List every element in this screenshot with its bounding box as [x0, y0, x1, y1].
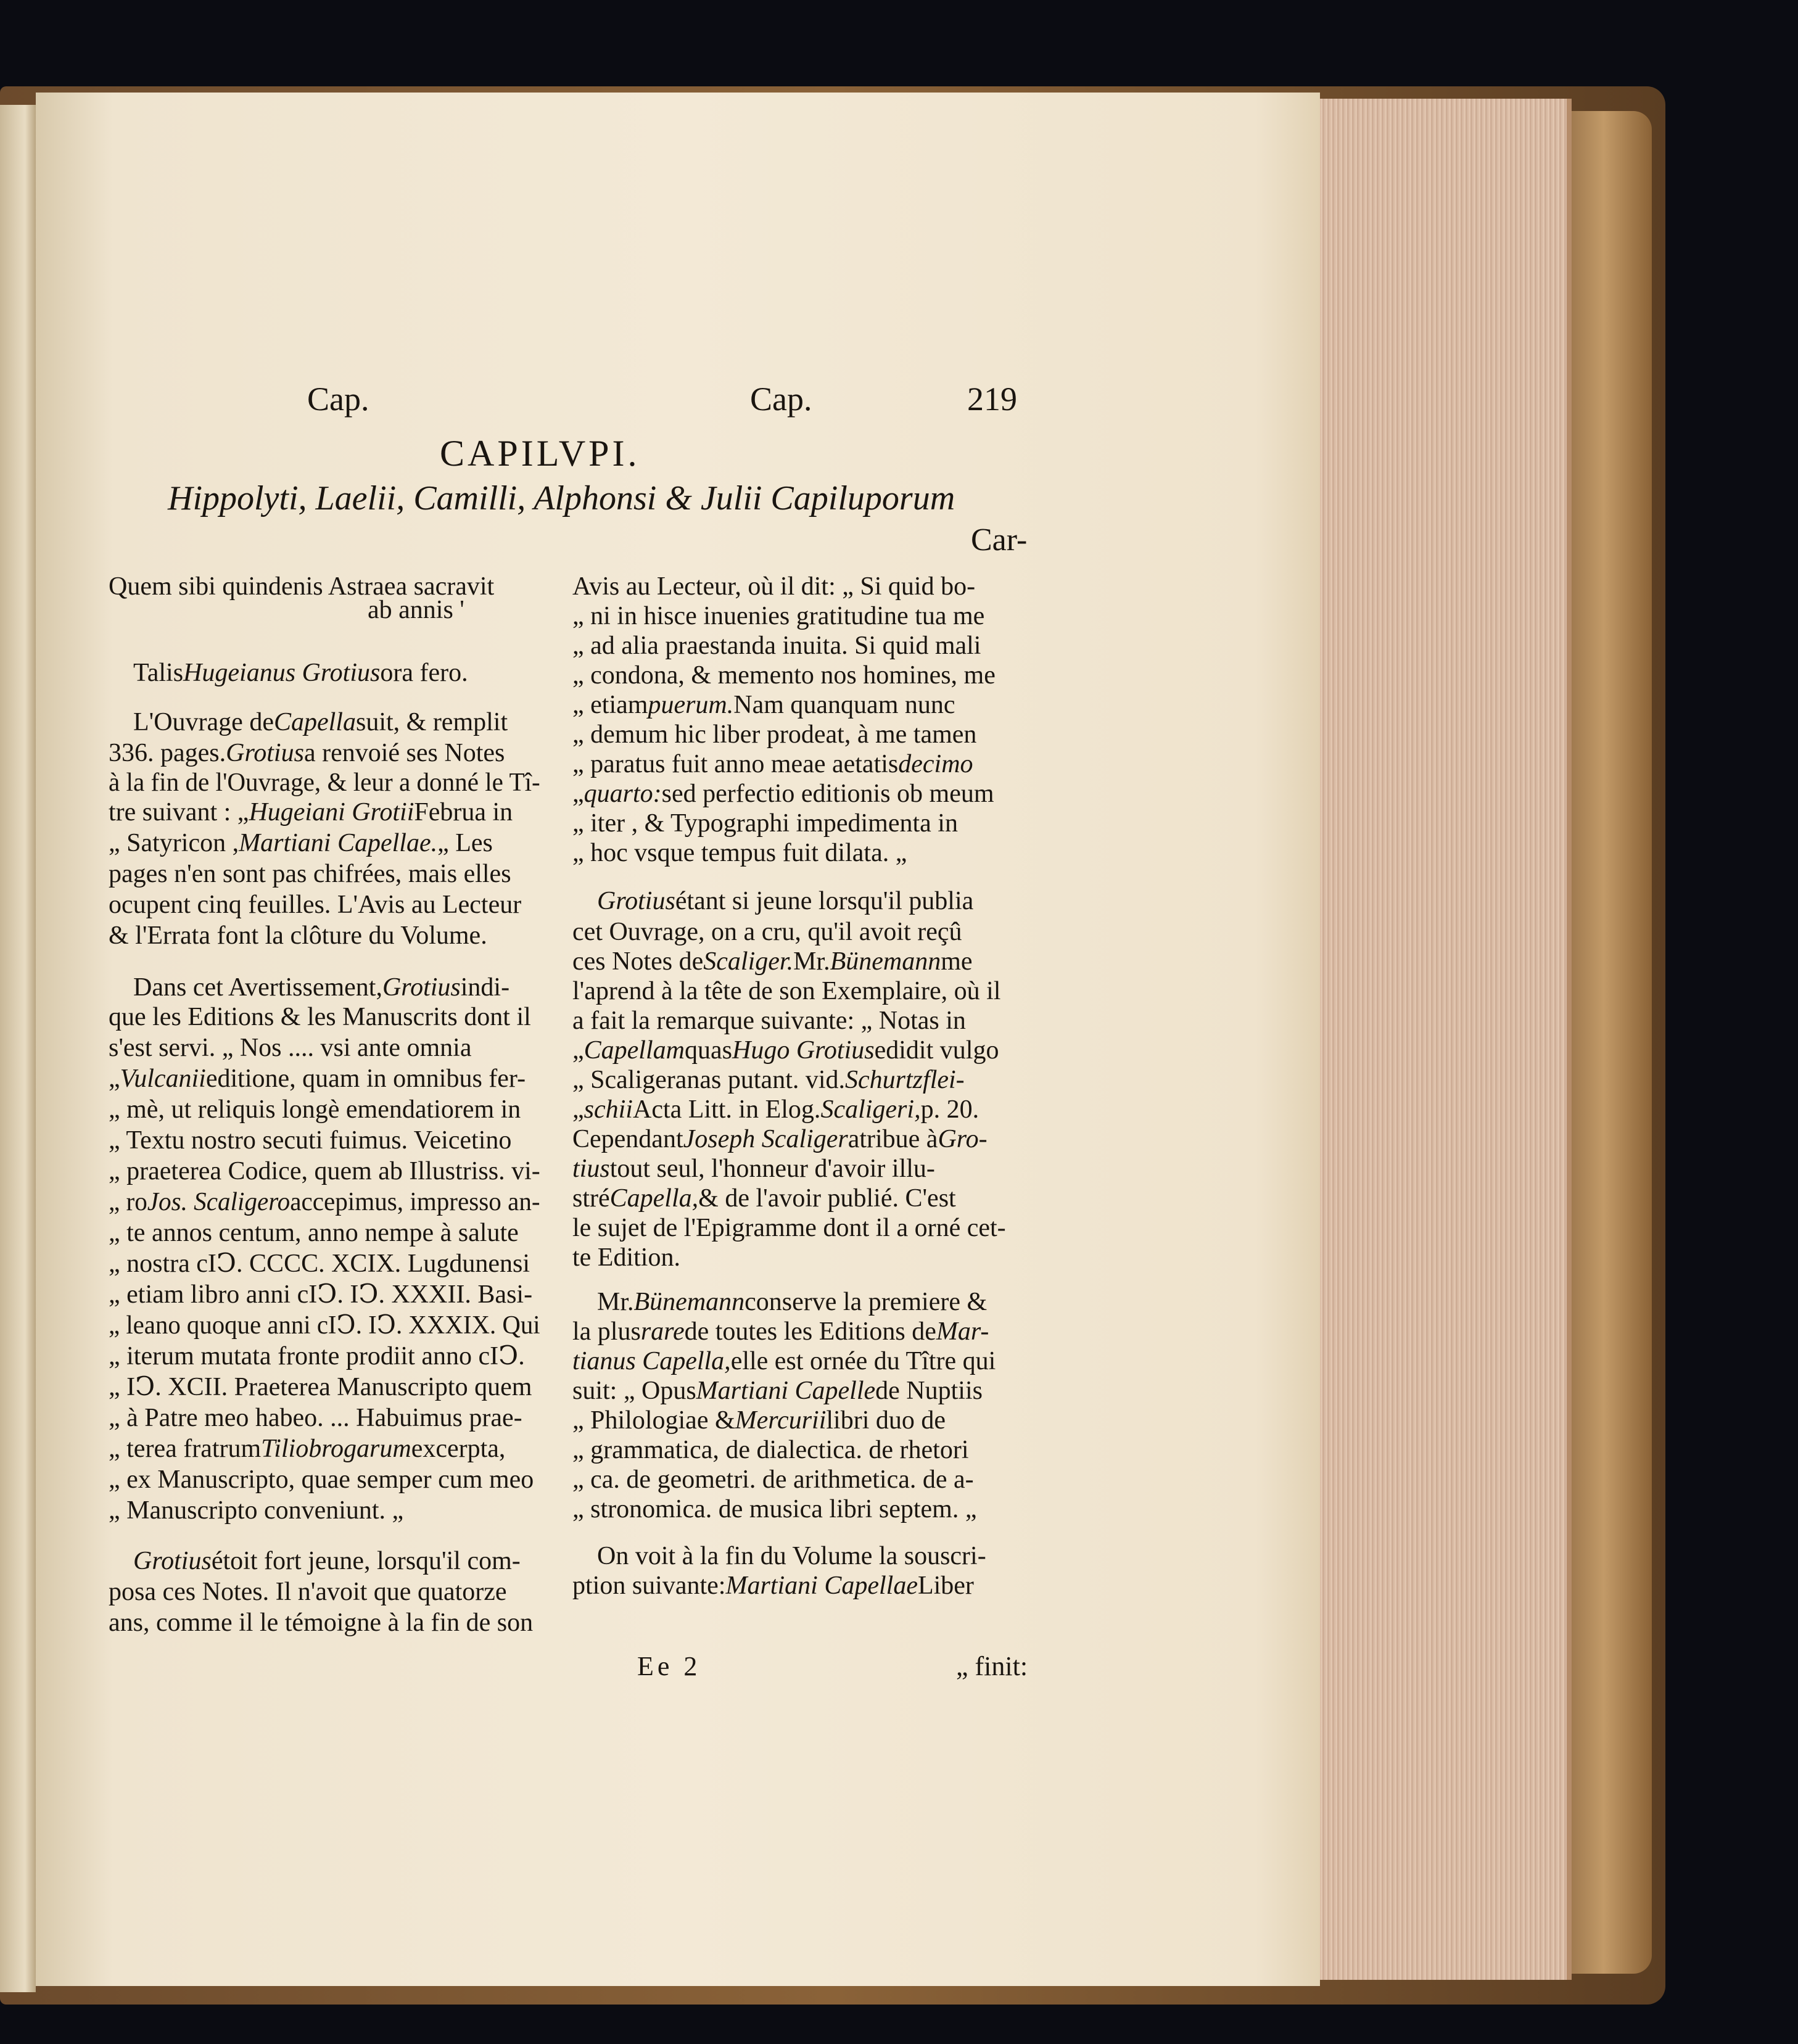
text-run: étant si jeune lorsqu'il publia: [675, 887, 974, 915]
text-run: „ mè, ut reliquis longè emendatiorem in: [109, 1095, 521, 1124]
right-line: [572, 1037, 999, 1063]
signature-mark: Ee 2: [637, 1651, 701, 1681]
left-line: [109, 770, 540, 796]
text-run: l'aprend à la tête de son Exemplaire, où il: [572, 977, 1001, 1005]
text-run: „ Philologiae &: [572, 1406, 735, 1435]
page-block-edge: [1320, 99, 1572, 1980]
left-line: [109, 892, 521, 918]
text-run: L'Ouvrage de: [133, 708, 274, 736]
text-run: étoit fort jeune, lorsqu'il com-: [211, 1547, 521, 1575]
italic-text: Hugeiani Grotii: [249, 798, 414, 826]
left-line: [133, 709, 508, 735]
text-run: a renvoié ses Notes: [303, 739, 505, 767]
text-run: „ ni in hisce inuenies gratitudine tua me: [572, 602, 985, 630]
subtitle-carryover: Car-: [971, 522, 1028, 558]
text-run: edidit vulgo: [874, 1036, 999, 1065]
facing-page-edge: [0, 105, 36, 1992]
italic-text: Mercurii: [735, 1406, 827, 1435]
right-line: [572, 662, 996, 688]
left-line: [133, 660, 468, 686]
text-run: „ te annos centum, anno nempe à salute: [109, 1219, 519, 1247]
left-line: [109, 1158, 540, 1184]
left-line: [109, 1467, 534, 1493]
text-run: la plus: [572, 1317, 641, 1346]
right-line: [572, 1008, 966, 1034]
left-line: [109, 861, 511, 887]
text-run: te Edition.: [572, 1243, 680, 1272]
text-run: conserve la premiere &: [744, 1288, 988, 1316]
text-run: elle est ornée du Tître qui: [730, 1347, 996, 1375]
text-run: suit: „ Opus: [572, 1377, 696, 1405]
right-line: [572, 1407, 946, 1433]
left-line: [109, 923, 487, 949]
text-run: suit, & remplit: [355, 708, 508, 736]
left-line: [109, 1405, 522, 1431]
italic-text: quarto:: [584, 780, 662, 808]
text-run: Nam quanquam nunc: [733, 691, 955, 719]
text-run: Februa in: [414, 798, 513, 826]
text-run: „ etiam: [572, 691, 648, 719]
text-run: „: [572, 1036, 584, 1065]
text-run: tout seul, l'honneur d'avoir illu-: [609, 1155, 935, 1183]
text-run: „ Satyricon ,: [109, 829, 239, 857]
text-run: p. 20.: [920, 1095, 979, 1124]
left-line: [109, 1343, 525, 1369]
right-line: [572, 781, 994, 807]
text-run: & l'Errata font la clôture du Volume.: [109, 921, 487, 950]
right-line: [572, 978, 1000, 1004]
text-run: „ ca. de geometri. de arithmetica. de a-: [572, 1465, 974, 1494]
left-line: [109, 1610, 533, 1636]
italic-text: Gro-: [938, 1125, 988, 1153]
text-run: me: [941, 947, 973, 976]
text-run: pages n'en sont pas chifrées, mais elles: [109, 860, 511, 888]
right-line: [572, 692, 955, 718]
right-line: [572, 1319, 989, 1345]
right-line: [572, 1097, 979, 1123]
text-run: le sujet de l'Epigramme dont il a orné cet-: [572, 1214, 1006, 1242]
right-line: [597, 1543, 986, 1569]
right-line: [572, 1156, 935, 1182]
italic-text: Vulcanii: [120, 1065, 206, 1093]
text-run: „ terea fratrum: [109, 1435, 262, 1463]
italic-text: Capellam: [584, 1036, 685, 1065]
left-line: [133, 1548, 521, 1574]
text-run: „: [109, 1065, 120, 1093]
right-line: [572, 1496, 976, 1522]
right-line: [572, 810, 958, 836]
right-line: [572, 574, 975, 600]
italic-text: rare: [640, 1317, 685, 1346]
running-header-left: Cap.: [307, 381, 369, 418]
italic-text: Capella,: [609, 1184, 699, 1213]
text-run: „ stronomica. de musica libri septem. „: [572, 1495, 977, 1523]
left-line: [109, 1127, 511, 1153]
text-run: excerpta,: [411, 1435, 506, 1463]
left-line: [109, 740, 505, 766]
text-run: libri duo de: [826, 1406, 946, 1435]
text-run: Liber: [917, 1572, 974, 1600]
left-line: [368, 597, 464, 623]
text-run: „ leano quoque anni cIↃ. IↃ. XXXIX. Qui: [109, 1311, 540, 1340]
text-run: „ Textu nostro secuti fuimus. Veicetino: [109, 1126, 512, 1155]
italic-text: Mar-: [936, 1317, 989, 1346]
italic-text: Grotius: [597, 887, 675, 915]
right-line: [572, 1348, 996, 1374]
text-run: que les Editions & les Manuscrits dont il: [109, 1003, 531, 1031]
text-run: atribue à: [847, 1125, 938, 1153]
italic-text: Scaligeri,: [820, 1095, 921, 1124]
left-line: [133, 975, 509, 1000]
text-run: editione, quam in omnibus fer-: [205, 1065, 526, 1093]
text-run: ans, comme il le témoigne à la fin de son: [109, 1609, 534, 1637]
right-line: [572, 1437, 969, 1463]
text-run: accepimus, impresso an-: [290, 1188, 540, 1216]
text-run: ab annis ': [368, 596, 464, 624]
italic-text: Martiani Capellae: [725, 1572, 918, 1600]
text-run: „ Scaligeranas putant. vid.: [572, 1066, 846, 1094]
right-line: [572, 1215, 1006, 1241]
right-line: [572, 751, 973, 777]
right-line: [572, 1067, 965, 1093]
text-run: & de l'avoir publié. C'est: [698, 1184, 956, 1213]
italic-text: schii: [584, 1095, 633, 1124]
italic-text: tius: [572, 1155, 610, 1183]
text-run: „ condona, & memento nos homines, me: [572, 661, 996, 690]
text-run: „ grammatica, de dialectica. de rhetori: [572, 1436, 969, 1464]
text-run: a fait la remarque suivante: „ Notas in: [572, 1007, 966, 1035]
left-line: [109, 1579, 507, 1605]
text-run: Avis au Lecteur, où il dit: „ Si quid bo-: [572, 572, 976, 601]
left-line: [109, 1066, 526, 1092]
left-line: [109, 1374, 532, 1400]
left-line: [109, 1004, 531, 1030]
italic-text: Martiani Capelle: [696, 1377, 876, 1405]
chapter-subtitle: Hippolyti, Laelii, Camilli, Alphonsi & Julii Capiluporum: [168, 479, 955, 517]
right-line: [572, 1185, 956, 1211]
text-run: quas: [684, 1036, 732, 1065]
right-line: [597, 1289, 987, 1315]
italic-text: Tiliobrogarum: [261, 1435, 411, 1463]
left-line: [109, 1097, 521, 1123]
text-run: tre suivant : „: [109, 798, 249, 826]
text-run: „: [572, 780, 584, 808]
italic-text: tianus Capella,: [572, 1347, 731, 1375]
chapter-title: CAPILVPI.: [440, 433, 640, 474]
left-line: [109, 1035, 471, 1061]
text-run: „ demum hic liber prodeat, à me tamen: [572, 720, 977, 749]
italic-text: Grotius: [226, 739, 304, 767]
left-line: [109, 1189, 540, 1215]
text-run: Mr.: [793, 947, 830, 976]
italic-text: Capella: [273, 708, 356, 736]
running-header-center: Cap.: [750, 381, 812, 418]
text-run: Talis: [133, 659, 184, 687]
right-line: [572, 722, 976, 748]
right-line: [572, 633, 981, 659]
text-run: cet Ouvrage, on a cru, qu'il avoit reçû: [572, 918, 962, 946]
italic-text: Grotius: [133, 1547, 212, 1575]
text-run: 336. pages.: [109, 739, 226, 767]
italic-text: Scaliger.: [703, 947, 794, 976]
left-line: [109, 1282, 532, 1308]
book-page: [36, 93, 1320, 1986]
left-line: [109, 830, 493, 856]
catchword: „ finit:: [956, 1651, 1028, 1681]
left-line: [109, 1498, 403, 1523]
text-run: „ hoc vsque tempus fuit dilata. „: [572, 839, 907, 867]
italic-text: Grotius: [382, 973, 461, 1002]
text-run: indi-: [460, 973, 510, 1002]
text-run: „ Manuscripto conveniunt. „: [109, 1496, 404, 1525]
text-run: On voit à la fin du Volume la souscri-: [597, 1542, 986, 1570]
right-line: [572, 919, 962, 945]
italic-text: Jos. Scaligero: [147, 1188, 291, 1216]
left-line: [109, 1313, 540, 1338]
text-run: „ ad alia praestanda inuita. Si quid mali: [572, 632, 981, 660]
right-line: [572, 1378, 983, 1404]
left-line: [109, 1220, 519, 1246]
text-run: à la fin de l'Ouvrage, & leur a donné le Tî-: [109, 769, 540, 797]
italic-text: Joseph Scaliger: [683, 1125, 848, 1153]
text-run: „ IↃ. XCII. Praeterea Manuscripto quem: [109, 1373, 532, 1401]
text-run: „ etiam libro anni cIↃ. IↃ. XXXII. Basi-: [109, 1280, 533, 1309]
italic-text: Hugo Grotius: [732, 1036, 875, 1065]
text-run: „ praeterea Codice, quem ab Illustriss. vi-: [109, 1157, 540, 1185]
text-run: Dans cet Avertissement,: [133, 973, 382, 1002]
right-line: [572, 1126, 988, 1152]
right-line: [572, 603, 984, 629]
text-run: stré: [572, 1184, 610, 1213]
text-run: s'est servi. „ Nos .... vsi ante omnia: [109, 1034, 472, 1062]
text-run: „ ex Manuscripto, quae semper cum meo: [109, 1465, 534, 1494]
right-line: [597, 888, 973, 914]
text-run: ption suivante:: [572, 1572, 726, 1600]
italic-text: Hugeianus Grotius: [183, 659, 381, 687]
text-run: „ nostra cIↃ. CCCC. XCIX. Lugdunensi: [109, 1250, 530, 1278]
italic-text: decimo: [898, 750, 973, 778]
text-run: ces Notes de: [572, 947, 704, 976]
italic-text: Bünemann: [830, 947, 941, 976]
text-run: „ iterum mutata fronte prodiit anno cIↃ.: [109, 1342, 525, 1370]
italic-text: puerum.: [648, 691, 734, 719]
text-run: Acta Litt. in Elog.: [632, 1095, 821, 1124]
text-run: sed perfectio editionis ob meum: [661, 780, 994, 808]
text-run: de toutes les Editions de: [684, 1317, 936, 1346]
text-run: Cependant: [572, 1125, 683, 1153]
italic-text: Martiani Capellae.: [239, 829, 438, 857]
left-line: [109, 1251, 530, 1277]
text-run: de Nuptiis: [875, 1377, 983, 1405]
text-run: „: [572, 1095, 584, 1124]
text-run: Quem sibi quindenis Astraea sacravit: [109, 572, 495, 601]
italic-text: Bünemann: [633, 1288, 745, 1316]
text-run: Mr.: [597, 1288, 634, 1316]
right-line: [572, 1245, 680, 1271]
right-line: [572, 1573, 974, 1599]
text-run: „ Les: [437, 829, 493, 857]
page-number: 219: [967, 381, 1017, 418]
right-line: [572, 840, 907, 866]
text-run: „ ro: [109, 1188, 147, 1216]
text-run: „ à Patre meo habeo. ... Habuimus prae-: [109, 1404, 522, 1432]
text-run: ora fero.: [380, 659, 468, 687]
text-run: posa ces Notes. Il n'avoit que quatorze: [109, 1578, 507, 1606]
text-run: „ iter , & Typographi impedimenta in: [572, 809, 958, 838]
right-line: [572, 949, 973, 975]
text-run: ocupent cinq feuilles. L'Avis au Lecteur: [109, 891, 522, 919]
left-line: [109, 799, 513, 825]
cover-edge: [1572, 111, 1652, 1974]
right-line: [572, 1467, 974, 1493]
italic-text: Schurtzflei-: [845, 1066, 965, 1094]
text-run: „ paratus fuit anno meae aetatis: [572, 750, 899, 778]
left-line: [109, 1436, 505, 1462]
